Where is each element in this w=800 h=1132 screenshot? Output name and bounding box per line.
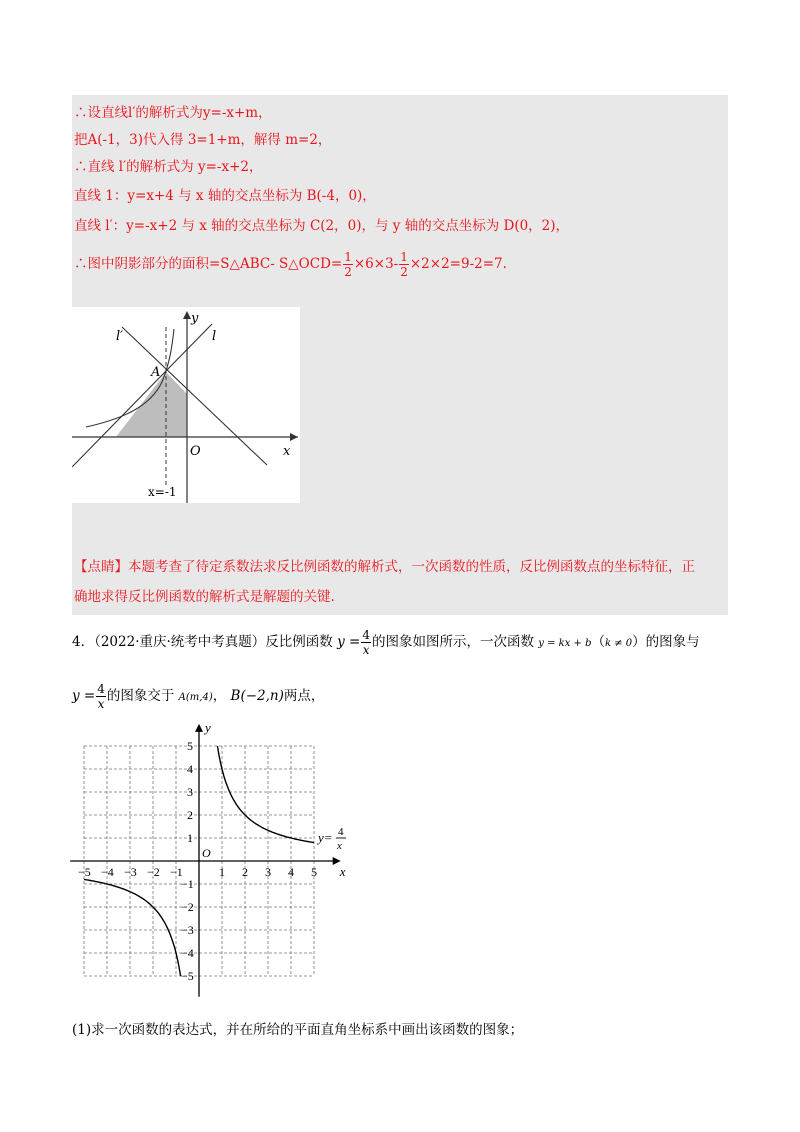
fraction-half-2 bbox=[399, 250, 409, 279]
area-prefix: ∴图中阴影部分的面积=S△ABC- S△OCD= bbox=[74, 256, 343, 272]
x-tick-label: 1 bbox=[219, 865, 225, 879]
x-tick-label: 2 bbox=[242, 865, 248, 879]
area-suffix: ×2×2=9-2=7. bbox=[409, 256, 507, 272]
x-tick-label: 3 bbox=[265, 865, 271, 879]
label-x-eq-minus-1: x=-1 bbox=[148, 485, 177, 499]
fraction-den: 2 bbox=[344, 265, 352, 279]
y-tick-label: 4 bbox=[187, 762, 193, 776]
solution-line-5: 直线 l′：y=-x+2 与 x 轴的交点坐标为 C(2，0)，与 y 轴的交点坐标为 D(0，2)， bbox=[74, 218, 570, 234]
x-tick-label: −5 bbox=[78, 865, 91, 879]
point-A: A(m,4) bbox=[178, 692, 213, 703]
label-y: y bbox=[191, 311, 199, 326]
origin-label: O bbox=[202, 846, 211, 860]
question-source: （2022·重庆·统考中考真题）反比例函数 bbox=[94, 634, 333, 650]
x-tick-label: −3 bbox=[124, 865, 137, 879]
solution-line-4: 直线 1：y=x+4 与 x 轴的交点坐标为 B(-4，0)， bbox=[74, 188, 376, 204]
coordinate-grid-chart bbox=[70, 720, 350, 1000]
fraction-den: 2 bbox=[400, 265, 408, 279]
y-tick-label: −4 bbox=[181, 946, 194, 960]
y-tick-label: −2 bbox=[181, 900, 194, 914]
hyperbola-branch-positive bbox=[217, 746, 314, 843]
question-line-1: 4．（2022·重庆·统考中考真题）反比例函数 y = $\frac{4}{x}$ 的图象如图所示，一次函数 y = kx + b（k ≠ 0）的图象与 bbox=[72, 628, 700, 657]
fraction-den: x bbox=[362, 643, 370, 657]
x-tick-label: −4 bbox=[101, 865, 114, 879]
question-mid-text: 的图象如图所示，一次函数 bbox=[371, 634, 534, 650]
y-tick-label: 5 bbox=[187, 739, 193, 753]
fraction-num: 1 bbox=[344, 250, 352, 264]
comment-line-2: 确地求得反比例函数的解析式是解题的关键. bbox=[74, 589, 335, 605]
question-intersect-text: 的图象交于 bbox=[106, 688, 175, 704]
function-y-eq: y = bbox=[337, 634, 361, 650]
hyperbola-branch-negative bbox=[84, 879, 181, 976]
x-axis-label: x bbox=[339, 864, 346, 879]
condition-k-nonzero: k ≠ 0 bbox=[605, 638, 633, 649]
label-O: O bbox=[190, 444, 201, 459]
question-tail: 的图象与 bbox=[645, 634, 700, 650]
comment-line-1: 【点睛】本题考查了待定系数法求反比例函数的解析式，一次函数的性质，反比例函数点的坐标特征，正 bbox=[74, 559, 695, 575]
fraction-num: 4 bbox=[362, 628, 370, 642]
fraction-num: 4 bbox=[97, 682, 105, 696]
point-B: B(−2,n) bbox=[230, 688, 284, 704]
x-tick-label: −1 bbox=[170, 865, 183, 879]
solution-line-2: 把A(-1，3)代入得 3=1+m，解得 m=2， bbox=[74, 132, 332, 148]
question-line-2 bbox=[72, 682, 324, 711]
fraction-4-over-x bbox=[361, 628, 371, 657]
y-tick-label: −1 bbox=[181, 877, 194, 891]
figure-lines-hyperbola bbox=[72, 307, 300, 503]
comma: ， bbox=[212, 688, 227, 704]
fraction-num: 1 bbox=[400, 250, 408, 264]
linear-function: y = kx + b bbox=[538, 638, 592, 649]
curve-label-denominator: x bbox=[337, 840, 342, 852]
y-tick-label: 3 bbox=[187, 785, 193, 799]
y-tick-label: 2 bbox=[187, 808, 193, 822]
fraction-half-1 bbox=[343, 250, 353, 279]
fraction-4-over-x bbox=[96, 682, 106, 711]
function-y-eq: y = bbox=[72, 688, 96, 704]
sub-question-1: (1)求一次函数的表达式，并在所给的平面直角坐标系中画出该函数的图象； bbox=[72, 1022, 524, 1038]
y-tick-label: 1 bbox=[187, 831, 193, 845]
solution-line-3: ∴直线 l′的解析式为 y=-x+2， bbox=[74, 159, 263, 175]
label-A: A bbox=[151, 365, 161, 380]
x-tick-label: 4 bbox=[288, 865, 294, 879]
y-axis-label: y bbox=[205, 720, 211, 735]
curve-label-numerator: 4 bbox=[338, 826, 344, 838]
y-tick-label: −3 bbox=[181, 923, 194, 937]
question-number: 4． bbox=[72, 634, 95, 650]
solution-line-6 bbox=[74, 250, 507, 279]
label-l: l bbox=[212, 329, 217, 344]
label-x: x bbox=[283, 444, 291, 459]
area-mid: ×6×3- bbox=[353, 256, 399, 272]
fraction-den: x bbox=[97, 697, 105, 711]
curve-label-y: y= bbox=[318, 830, 333, 845]
question-two-points: 两点， bbox=[283, 688, 325, 704]
y-axis-arrow bbox=[195, 724, 203, 732]
x-tick-label: 5 bbox=[311, 865, 317, 879]
label-l-prime: l′ bbox=[116, 329, 124, 344]
y-tick-label: −5 bbox=[181, 969, 194, 983]
solution-line-1: ∴设直线l′的解析式为y=-x+m， bbox=[74, 105, 272, 121]
x-tick-label: −2 bbox=[147, 865, 160, 879]
